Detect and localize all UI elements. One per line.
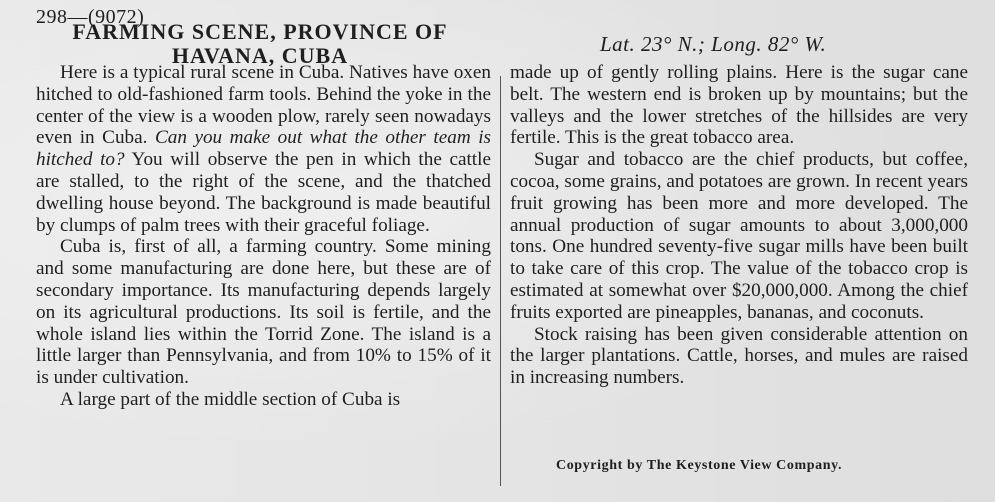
- right-column: [510, 62, 968, 389]
- card-number: 298—(9072): [36, 6, 145, 28]
- left-column: [36, 62, 491, 411]
- left-paragraph-3: A large part of the middle section of Cuba is: [60, 388, 401, 410]
- left-paragraph-1: [36, 62, 491, 236]
- left-p1-question: Can you make out what the other team is hitched to?: [36, 127, 491, 171]
- copyright-line: Copyright by The Keystone View Company.: [556, 458, 843, 473]
- title-line-1: FARMING SCENE, PROVINCE OF: [72, 19, 448, 44]
- card-title: [40, 20, 480, 68]
- left-p1-start: Here is a typical rural scene in Cuba. Natives have oxen hitched to old-fashioned farm tools. Behind the yoke in the center of the view is a wooden plow, rarely seen nowadays even in Cuba.: [36, 62, 491, 149]
- column-divider: [500, 76, 501, 486]
- left-paragraph-2: Cuba is, first of all, a farming country. Some mining and some manufacturing are done here, but these are of secondary importance. Its manufacturing depends largely on its agricultural productions. Its soil is fertile, and the whole island lies within the Torrid Zone. The island is a little larger than Pennsylvania, and from 10% to 15% of it is under cultivation.: [36, 236, 491, 389]
- right-paragraph-1: made up of gently rolling plains. Here is the sugar cane belt. The western end is broken up by mountains; but the valleys and the lower stretches of the hillsides are very fertile. This is the great tobacco area.: [510, 62, 968, 149]
- right-paragraph-3: Stock raising has been given considerable attention on the larger plantations. Cattle, horses, and mules are raised in increasing numbers.: [510, 323, 968, 389]
- title-line-2: HAVANA, CUBA: [171, 43, 349, 68]
- right-paragraph-2: Sugar and tobacco are the chief products, but coffee, cocoa, some grains, and potatoes are grown. In recent years fruit growing has been more and more developed. The annual production of sugar amounts to about 3,000,000 tons. One hundred seventy-five sugar mills have been built to take care of this crop. The value of the tobacco crop is estimated at somewhat over $20,000,000. Among the chief fruits exported are pineapples, bananas, and coconuts.: [510, 149, 968, 323]
- left-p1-end: You will observe the pen in which the cattle are stalled, to the right of the scene, and the thatched dwelling house beyond. The background is made beautiful by clumps of palm trees with their graceful foliage.: [36, 149, 491, 236]
- lat-long: Lat. 23° N.; Long. 82° W.: [600, 32, 827, 56]
